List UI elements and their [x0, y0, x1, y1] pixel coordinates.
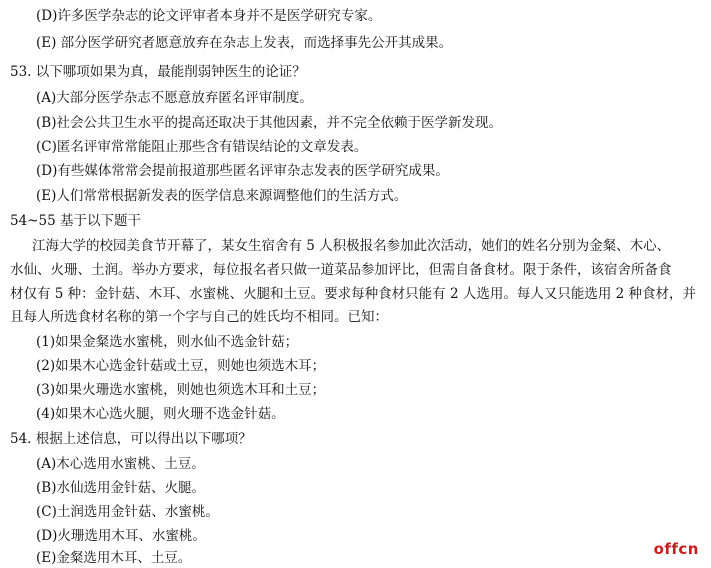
- question-54-stem: 54. 根据上述信息，可以得出以下哪项？: [10, 431, 252, 447]
- condition-3: (3)如果火珊选水蜜桃，则她也须选木耳和土豆；: [36, 382, 326, 398]
- q53-option-e: (E)人们常常根据新发表的医学信息来源调整他们的生活方式。: [36, 188, 408, 204]
- q54-option-b: (B)水仙选用金针菇、火腿。: [36, 480, 205, 496]
- passage-line-4: 且每人所选食材名称的第一个字与自己的姓氏均不相同。已知：: [10, 309, 388, 325]
- condition-1: (1)如果金粲选水蜜桃，则水仙不选金针菇；: [36, 334, 299, 350]
- question-53-stem: 53. 以下哪项如果为真，最能削弱钟医生的论证？: [10, 64, 306, 80]
- option-d: (D)许多医学杂志的论文评审者本身并不是医学研究专家。: [36, 8, 382, 24]
- condition-4: (4)如果木心选火腿，则火珊不选金针菇。: [36, 406, 285, 422]
- passage-line-2: 水仙、火珊、土润。举办方要求，每位报名者只做一道菜品参加评比，但需自备食材。限于条件，该宿舍所备食: [10, 262, 672, 278]
- q53-option-c: (C)匿名评审常常能阻止那些含有错误结论的文章发表。: [36, 139, 368, 155]
- q54-option-e: (E)金粲选用木耳、土豆。: [36, 550, 192, 566]
- q53-option-a: (A)大部分医学杂志不愿意放弃匿名评审制度。: [36, 90, 313, 106]
- passage-line-1: 江海大学的校园美食节开幕了，某女生宿舍有 5 人积极报名参加此次活动，她们的姓名分别为金粲、木心、: [32, 238, 671, 254]
- condition-2: (2)如果木心选金针菇或土豆，则她也须选木耳；: [36, 358, 326, 374]
- option-e: (E) 部分医学研究者愿意放弃在杂志上发表，而选择事先公开其成果。: [36, 35, 453, 51]
- q53-option-d: (D)有些媒体常常会提前报道那些匿名评审杂志发表的医学研究成果。: [36, 163, 449, 179]
- q54-option-d: (D)火珊选用木耳、水蜜桃。: [36, 528, 206, 544]
- q54-option-a: (A)木心选用水蜜桃、土豆。: [36, 456, 205, 472]
- q54-option-c: (C)土润选用金针菇、水蜜桃。: [36, 504, 219, 520]
- passage-line-3: 材仅有 5 种：金针菇、木耳、水蜜桃、火腿和土豆。要求每种食材只能有 2 人选用。每人又只能选用 2 种食材，并: [10, 286, 697, 302]
- section-header: 54~55 基于以下题干: [10, 213, 141, 229]
- offcn-watermark: offcn: [653, 540, 699, 558]
- q53-option-b: (B)社会公共卫生水平的提高还取决于其他因素，并不完全依赖于医学新发现。: [36, 115, 502, 131]
